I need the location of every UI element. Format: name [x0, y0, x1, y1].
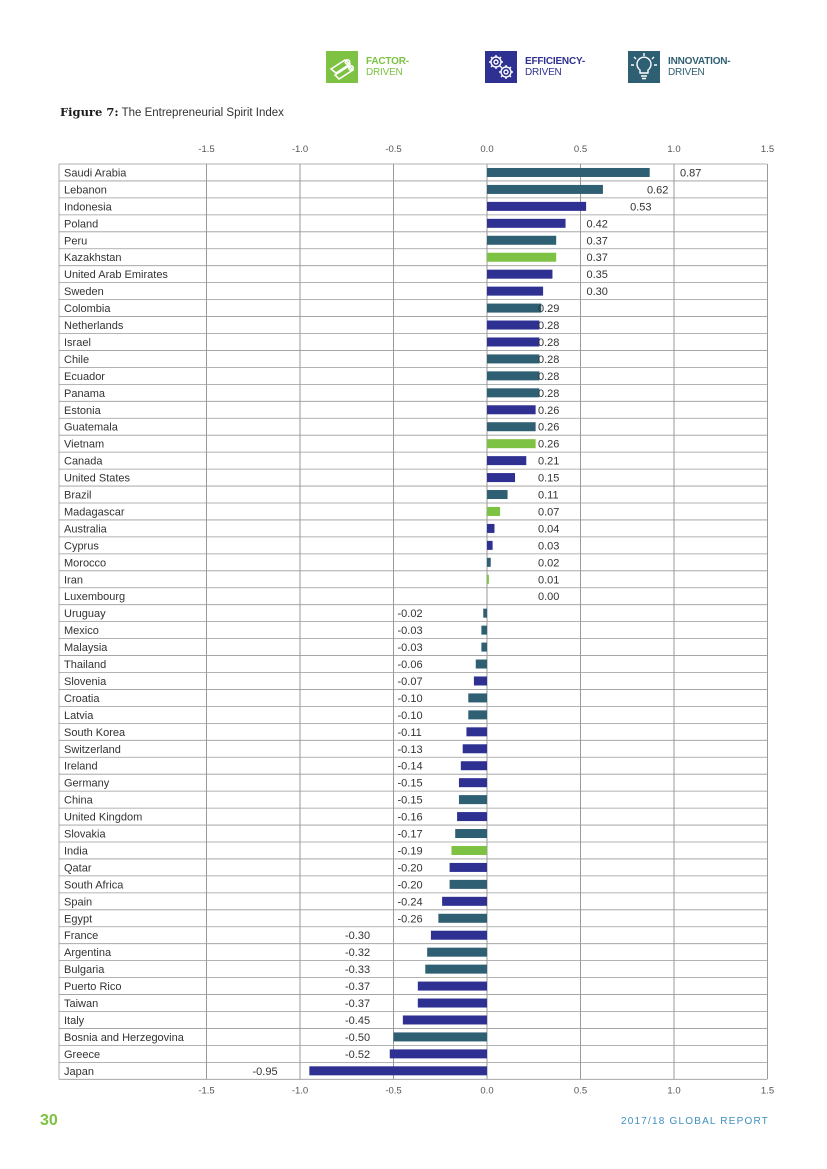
- category-label: Puerto Rico: [64, 981, 122, 994]
- category-label: Saudi Arabia: [64, 167, 127, 180]
- tick-label-bottom: 1.5: [760, 1085, 775, 1097]
- tick-label-bottom: -1.0: [291, 1085, 309, 1097]
- bar: [463, 744, 487, 753]
- value-label: -0.24: [397, 896, 423, 909]
- category-label: Taiwan: [64, 998, 99, 1011]
- value-label: -0.06: [397, 659, 423, 672]
- value-label: -0.03: [397, 625, 423, 638]
- tick-label-top: -1.0: [291, 144, 309, 155]
- tick-label-bottom: 0.5: [573, 1085, 588, 1097]
- category-label: Malaysia: [64, 642, 108, 655]
- tick-label-bottom: -1.5: [198, 1085, 215, 1097]
- value-label: -0.02: [397, 608, 423, 621]
- bar: [487, 354, 539, 363]
- value-label: 0.37: [586, 252, 608, 265]
- bar: [455, 829, 487, 838]
- category-label: Canada: [64, 455, 103, 468]
- bar: [438, 914, 487, 923]
- value-label: -0.37: [345, 981, 371, 994]
- value-label: -0.10: [397, 709, 423, 722]
- bar: [425, 965, 487, 974]
- value-label: 0.62: [646, 184, 669, 197]
- bar: [394, 1032, 488, 1041]
- category-label: Panama: [64, 387, 105, 400]
- category-label: Bulgaria: [64, 964, 105, 977]
- category-label: Slovenia: [64, 675, 107, 688]
- value-label: 0.00: [538, 591, 560, 604]
- value-label: -0.20: [397, 862, 423, 875]
- tick-label-top: -1.5: [198, 144, 215, 155]
- value-label: -0.30: [345, 930, 371, 943]
- bar: [431, 931, 487, 940]
- category-label: Peru: [64, 235, 88, 248]
- category-label: Vietnam: [64, 438, 105, 451]
- value-label: 0.53: [630, 201, 652, 214]
- value-label: -0.10: [397, 692, 423, 705]
- bar: [427, 948, 487, 957]
- value-label: -0.50: [345, 1031, 371, 1044]
- value-label: 0.35: [586, 269, 608, 282]
- category-label: Uruguay: [64, 608, 106, 621]
- value-label: -0.15: [397, 777, 423, 790]
- bar: [403, 1015, 487, 1024]
- bar: [487, 185, 603, 194]
- legend-innovation-line2: DRIVEN: [668, 67, 705, 78]
- bar: [487, 405, 536, 414]
- bar: [487, 236, 556, 245]
- value-label: 0.26: [538, 404, 560, 417]
- value-label: -0.37: [345, 998, 371, 1011]
- bar: [474, 676, 487, 685]
- figure-label: Figure 7:: [60, 105, 119, 119]
- tick-label-top: 0.0: [480, 144, 494, 155]
- value-label: -0.03: [397, 642, 423, 655]
- bar: [476, 660, 487, 669]
- category-label: Morocco: [64, 557, 107, 570]
- bar: [487, 422, 536, 431]
- value-label: 0.29: [538, 303, 560, 316]
- value-label: -0.07: [397, 675, 423, 688]
- value-label: 0.28: [538, 353, 560, 366]
- bar: [390, 1049, 487, 1058]
- value-label: -0.95: [252, 1065, 278, 1078]
- value-label: 0.87: [680, 167, 702, 180]
- report-name: 2017/18 GLOBAL REPORT: [620, 1116, 769, 1127]
- bar: [487, 558, 491, 567]
- value-label: -0.20: [397, 879, 423, 892]
- category-label: Lebanon: [64, 184, 107, 197]
- category-label: South Korea: [64, 726, 126, 739]
- category-label: Japan: [64, 1065, 94, 1078]
- bar: [466, 727, 487, 736]
- category-label: Italy: [64, 1014, 85, 1027]
- category-label: South Africa: [64, 879, 124, 892]
- category-label: Greece: [64, 1048, 101, 1061]
- bar: [457, 812, 487, 821]
- category-label: United States: [64, 472, 131, 485]
- value-label: -0.17: [397, 828, 423, 841]
- category-label: Cyprus: [64, 540, 99, 553]
- value-label: 0.26: [538, 438, 560, 451]
- value-label: 0.07: [538, 506, 560, 519]
- category-label: Switzerland: [64, 743, 121, 756]
- category-label: Bosnia and Herzegovina: [64, 1031, 184, 1044]
- category-label: Iran: [64, 574, 83, 587]
- figure-caption: The Entrepreneurial Spirit Index: [121, 107, 284, 119]
- category-label: Australia: [64, 523, 107, 536]
- bar: [459, 778, 487, 787]
- bar: [450, 863, 487, 872]
- category-label: Israel: [64, 336, 91, 349]
- bar: [487, 287, 543, 296]
- category-label: Ireland: [64, 760, 98, 773]
- bar: [487, 575, 489, 584]
- bar: [487, 270, 552, 279]
- value-label: 0.26: [538, 421, 560, 434]
- category-label: Spain: [64, 896, 93, 909]
- tick-label-top: -0.5: [385, 144, 402, 155]
- category-label: United Kingdom: [64, 811, 143, 824]
- category-label: Estonia: [64, 404, 101, 417]
- bar: [487, 202, 586, 211]
- value-label: 0.04: [538, 523, 560, 536]
- category-label: Luxembourg: [64, 591, 126, 604]
- category-label: Colombia: [64, 303, 111, 316]
- bar: [487, 541, 493, 550]
- bar: [487, 388, 539, 397]
- bar: [487, 304, 541, 313]
- bar: [459, 795, 487, 804]
- legend-efficiency-line2: DRIVEN: [525, 67, 562, 78]
- bar: [487, 439, 536, 448]
- bar: [487, 507, 500, 516]
- category-label: Madagascar: [64, 506, 125, 519]
- value-label: -0.13: [397, 743, 423, 756]
- bar: [481, 643, 487, 652]
- bar: [418, 999, 487, 1008]
- category-label: Croatia: [64, 692, 100, 705]
- value-label: 0.28: [538, 387, 560, 400]
- value-label: 0.28: [538, 336, 560, 349]
- value-label: 0.01: [538, 574, 560, 587]
- category-label: Egypt: [64, 913, 93, 926]
- category-label: Mexico: [64, 625, 99, 638]
- bar: [487, 253, 556, 262]
- bar: [442, 897, 487, 906]
- bar: [487, 168, 650, 177]
- category-label: Chile: [64, 353, 90, 366]
- bar: [487, 524, 494, 533]
- category-label: Slovakia: [64, 828, 106, 841]
- bar: [487, 337, 539, 346]
- value-label: 0.37: [586, 235, 608, 248]
- category-label: Germany: [64, 777, 110, 790]
- bar: [461, 761, 487, 770]
- value-label: -0.26: [397, 913, 423, 926]
- value-label: 0.28: [538, 370, 560, 383]
- tick-label-bottom: 1.0: [667, 1085, 681, 1097]
- bar: [487, 219, 566, 228]
- category-label: United Arab Emirates: [64, 269, 168, 282]
- category-label: Brazil: [64, 489, 92, 502]
- bar: [468, 693, 487, 702]
- bar: [487, 371, 539, 380]
- value-label: 0.15: [538, 472, 560, 485]
- tick-label-top: 1.5: [760, 144, 775, 155]
- category-label: Sweden: [64, 286, 104, 299]
- value-label: 0.11: [538, 489, 559, 502]
- tick-label-top: 0.5: [573, 144, 588, 155]
- value-label: -0.45: [345, 1014, 371, 1027]
- category-label: India: [64, 845, 88, 858]
- value-label: 0.02: [538, 557, 560, 570]
- bar: [481, 626, 487, 635]
- bar: [483, 609, 487, 618]
- tick-label-bottom: 0.0: [480, 1085, 494, 1097]
- legend-innovation-line1: INNOVATION-: [668, 56, 731, 67]
- value-label: -0.11: [397, 726, 422, 739]
- legend-factor-line2: DRIVEN: [366, 67, 403, 78]
- category-label: Guatemala: [64, 421, 118, 434]
- category-label: Thailand: [64, 659, 107, 672]
- value-label: 0.21: [538, 455, 560, 468]
- bar: [468, 710, 487, 719]
- category-label: Qatar: [64, 862, 92, 875]
- category-label: Latvia: [64, 709, 94, 722]
- category-label: Indonesia: [64, 201, 112, 214]
- bar: [451, 846, 487, 855]
- value-label: 0.42: [586, 218, 608, 231]
- value-label: -0.15: [397, 794, 423, 807]
- value-label: -0.32: [345, 947, 371, 960]
- page-number: 30: [40, 1112, 58, 1129]
- bar: [450, 880, 487, 889]
- bar: [487, 456, 526, 465]
- value-label: -0.16: [397, 811, 423, 824]
- bar: [487, 321, 539, 330]
- category-label: Argentina: [64, 947, 112, 960]
- category-label: Netherlands: [64, 320, 124, 333]
- legend-efficiency-line1: EFFICIENCY-: [525, 56, 586, 67]
- bar: [487, 473, 515, 482]
- category-label: Ecuador: [64, 370, 105, 383]
- tick-label-top: 1.0: [667, 144, 681, 155]
- tick-label-bottom: -0.5: [385, 1085, 402, 1097]
- value-label: -0.14: [397, 760, 423, 773]
- bar: [418, 982, 487, 991]
- category-label: China: [64, 794, 93, 807]
- value-label: 0.30: [586, 286, 608, 299]
- value-label: -0.19: [397, 845, 423, 858]
- category-label: Kazakhstan: [64, 252, 122, 265]
- value-label: -0.52: [345, 1048, 371, 1061]
- value-label: 0.03: [538, 540, 560, 553]
- category-label: France: [64, 930, 99, 943]
- bar: [487, 490, 508, 499]
- bar: [309, 1066, 487, 1075]
- category-label: Poland: [64, 218, 99, 231]
- legend-factor-line1: FACTOR-: [366, 56, 409, 67]
- value-label: -0.33: [345, 964, 371, 977]
- value-label: 0.28: [538, 320, 560, 333]
